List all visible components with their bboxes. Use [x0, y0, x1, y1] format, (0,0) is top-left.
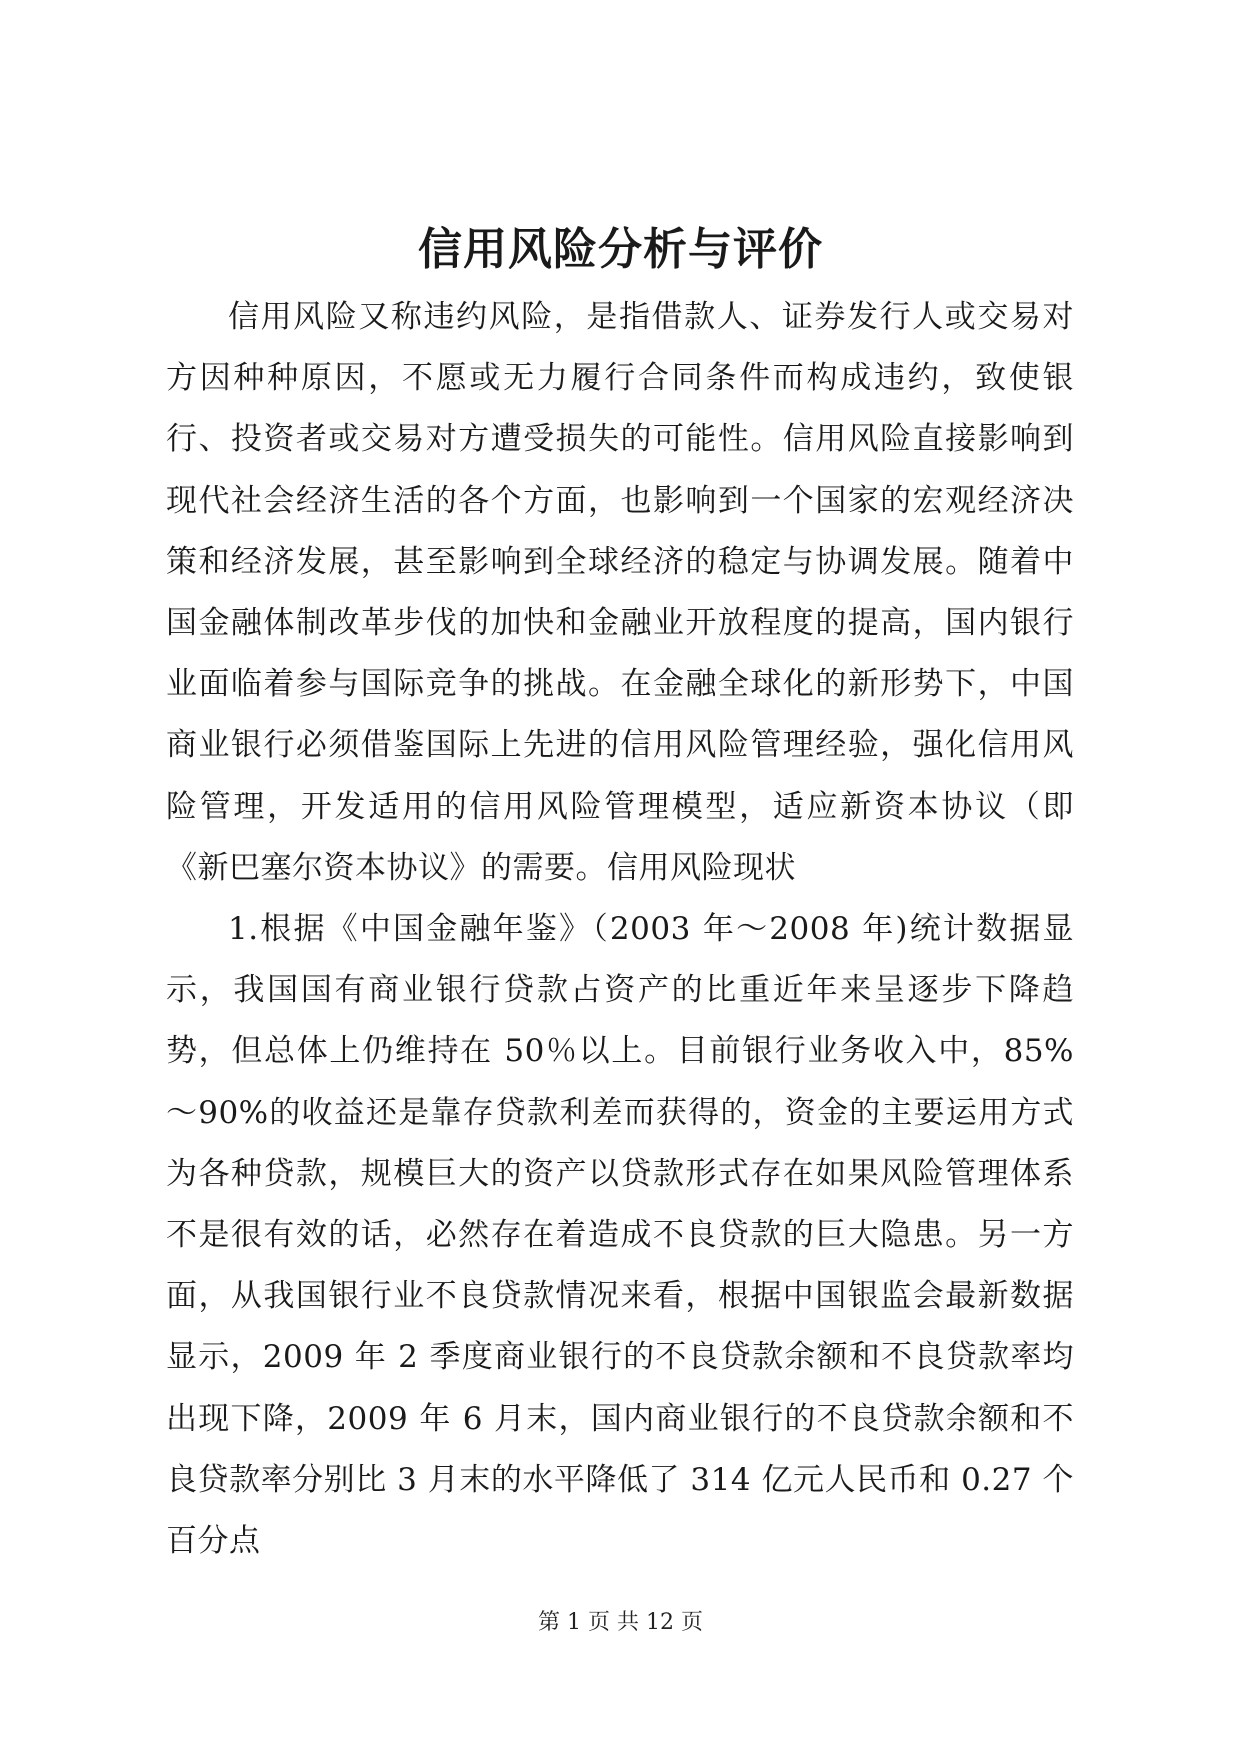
document-title: 信用风险分析与评价: [418, 224, 823, 275]
paragraph-statistics: 1.根据《中国金融年鉴》（2003 年～2008 年)统计数据显示，我国国有商业银行贷款占资产的比重近年来呈逐步下降趋势，但总体上仍维持在 50％以上。目前银行业务收入中，85%～90%的收益还是靠存贷款利差而获得的，资金的主要运用方式为各种贷款，规模巨大的资产以贷款形式存在如果风险管理体系不是很有效的话，必然存在着造成不良贷款的巨大隐患。另一方面，从我国银行业不良贷款情况来看，根据中国银监会最新数据显示，2009 年 2 季度商业银行的不良贷款余额和不良贷款率均出现下降，2009 年 6 月末，国内商业银行的不良贷款余额和不良贷款率分别比 3 月末的水平降低了 314 亿元人民币和 0.27 个百分点: [166, 911, 1074, 1560]
paragraph-intro: 信用风险又称违约风险，是指借款人、证券发行人或交易对方因种种原因，不愿或无力履行合同条件而构成违约，致使银行、投资者或交易对方遭受损失的可能性。信用风险直接影响到现代社会经济生活的各个方面，也影响到一个国家的宏观经济决策和经济发展，甚至影响到全球经济的稳定与协调发展。随着中国金融体制改革步伐的加快和金融业开放程度的提高，国内银行业面临着参与国际竞争的挑战。在金融全球化的新形势下，中国商业银行必须借鉴国际上先进的信用风险管理经验，强化信用风险管理，开发适用的信用风险管理模型，适应新资本协议（即《新巴塞尔资本协议》的需要。信用风险现状: [166, 299, 1074, 886]
page-number: 第 1 页 共 12 页: [538, 1610, 703, 1635]
document-body: [166, 287, 1074, 1572]
page-footer: [0, 1608, 1241, 1638]
